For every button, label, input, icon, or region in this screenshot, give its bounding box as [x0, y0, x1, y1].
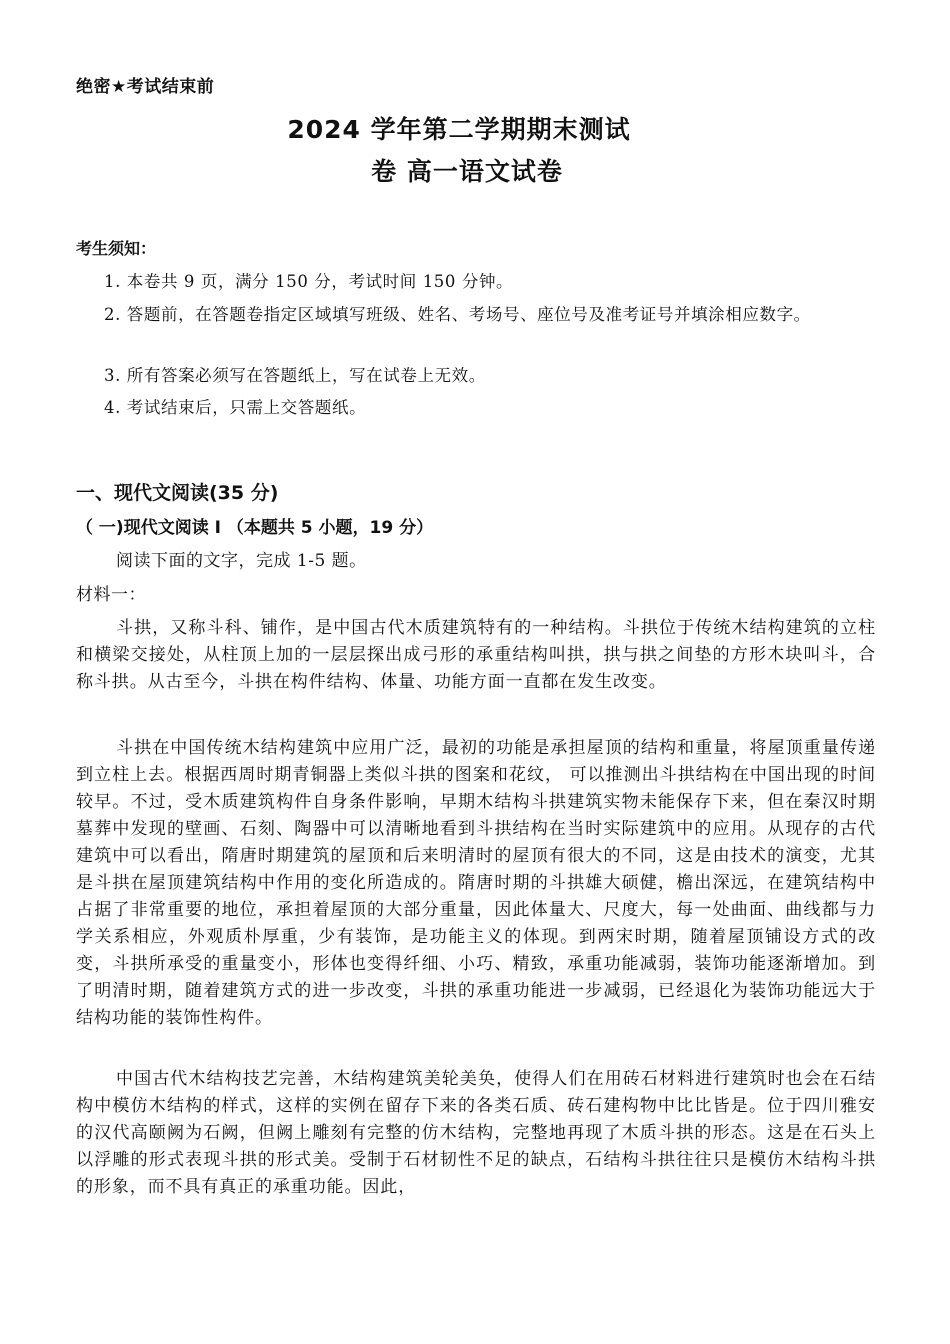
exam-title-line1: 2024 学年第二学期期末测试: [287, 115, 631, 144]
reading-instruction: 阅读下面的文字，完成 1-5 题。: [116, 551, 367, 571]
notice-item-2: 2. 答题前，在答题卷指定区域填写班级、姓名、考场号、座位号及准考证号并填涂相应数字。: [104, 305, 811, 324]
notice-item-4: 4. 考试结束后，只需上交答题纸。: [104, 398, 367, 417]
passage-paragraph-2: 斗拱在中国传统木结构建筑中应用广泛，最初的功能是承担屋顶的结构和重量，将屋顶重量传递到立柱上去。根据西周时期青铜器上类似斗拱的图案和花纹， 可以推测出斗拱结构在中国出现的时间较早。不过，受木质建筑构件自身条件影响，早期木结构斗拱建筑实物未能保存下来，但在秦汉时期墓葬中发现的壁画、石刻、陶器中可以清晰地看到斗拱结构在当时实际建筑中的应用。从现存的古代建筑中可以看出，隋唐时期建筑的屋顶和后来明清时的屋顶有很大的不同，这是由技术的演变，尤其是斗拱在屋顶建筑结构中作用的变化所造成的。隋唐时期的斗拱雄大硕健，檐出深远，在建筑结构中占据了非常重要的地位，承担着屋顶的大部分重量，因此体量大、尺度大，每一处曲面、曲线都与力学关系相应，外观质朴厚重，少有装饰，是功能主义的体现。到两宋时期，随着屋顶铺设方式的改变，斗拱所承受的重量变小，形体也变得纤细、小巧、精致，承重功能减弱，装饰功能逐渐增加。到了明清时期，随着建筑方式的进一步改变，斗拱的承重功能进一步减弱，已经退化为装饰功能远大于结构功能的装饰性构件。: [76, 738, 876, 1028]
notice-heading: 考生须知：: [76, 239, 157, 258]
subsection-heading: （ 一)现代文阅读 I （本题共 5 小题，19 分）: [76, 518, 434, 538]
passage-paragraph-1: 斗拱，又称斗科、铺作，是中国古代木质建筑特有的一种结构。斗拱位于传统木结构建筑的立柱和横梁交接处，从柱顶上加的一层层探出成弓形的承重结构叫拱，拱与拱之间垫的方形木块叫斗，合称斗拱。从古至今，斗拱在构件结构、体量、功能方面一直都在发生改变。: [76, 618, 876, 692]
notice-item-3: 3. 所有答案必须写在答题纸上，写在试卷上无效。: [104, 366, 486, 385]
exam-title-line2: 卷 高一语文试卷: [371, 157, 563, 186]
material-label: 材料一：: [76, 585, 146, 605]
section-heading: 一、现代文阅读(35 分): [76, 482, 279, 504]
notice-item-1: 1. 本卷共 9 页，满分 150 分，考试时间 150 分钟。: [104, 272, 514, 291]
confidential-label: 绝密★考试结束前: [76, 77, 215, 97]
passage-paragraph-3: 中国古代木结构技艺完善，木结构建筑美轮美奂，使得人们在用砖石材料进行建筑时也会在石结构中模仿木结构的样式，这样的实例在留存下来的各类石质、砖石建构物中比比皆是。位于四川雅安的汉代高颐阙为石阙，但阙上雕刻有完整的仿木结构，完整地再现了木质斗拱的形态。这是在石头上以浮雕的形式表现斗拱的形式美。受制于石材韧性不足的缺点，石结构斗拱往往只是模仿木结构斗拱的形象，而不具有真正的承重功能。因此，: [76, 1069, 876, 1197]
